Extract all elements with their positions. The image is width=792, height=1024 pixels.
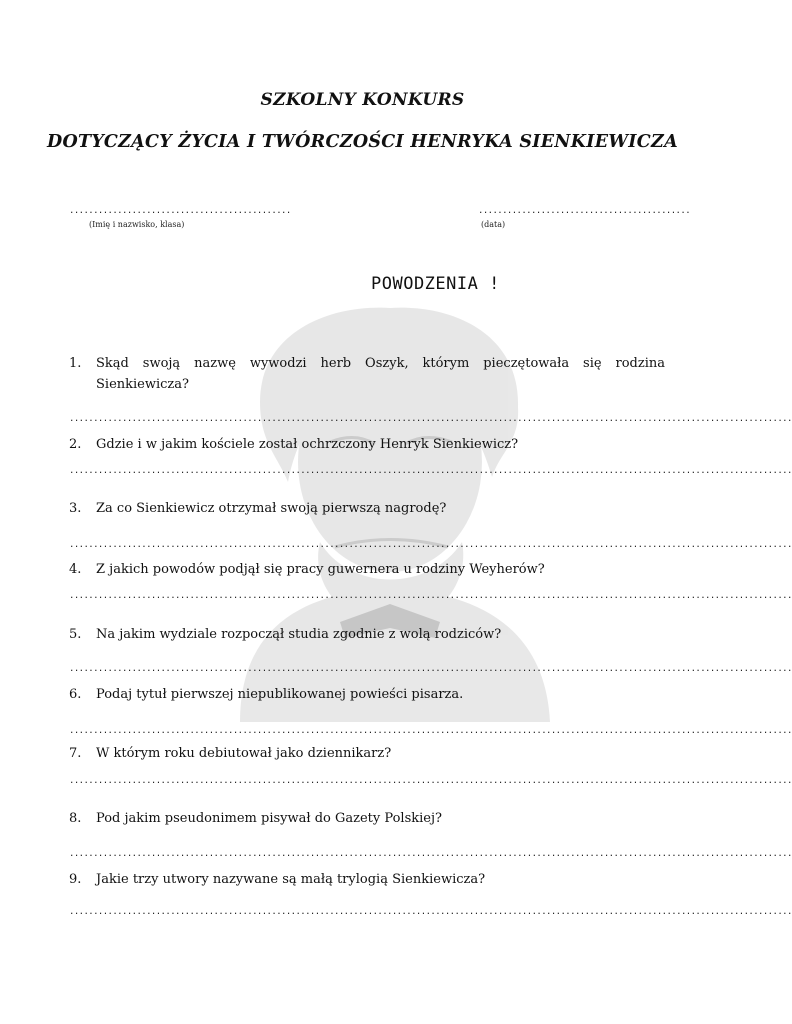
- question-item: [69, 559, 665, 580]
- question-item: [69, 808, 665, 829]
- question-text: W którym roku debiutował jako dziennikarz?: [96, 746, 392, 761]
- answer-line[interactable]: ......................................................................................................................................................: [69, 591, 792, 601]
- question-number: 1.: [69, 356, 82, 371]
- question-text: Jakie trzy utwory nazywane są małą trylogią Sienkiewicza?: [96, 872, 486, 887]
- question-number: 3.: [69, 501, 82, 516]
- question-text: Skąd swoją nazwę wywodzi herb Oszyk, którym pieczętowała się rodzina Sienkiewicza?: [96, 356, 665, 392]
- question-text: Pod jakim pseudonimem pisywał do Gazety Polskiej?: [96, 811, 442, 826]
- question-item: [69, 743, 665, 764]
- name-field-line[interactable]: ..............................................: [69, 206, 291, 216]
- answer-line[interactable]: ......................................................................................................................................................: [69, 776, 792, 786]
- question-text: Podaj tytuł pierwszej niepublikowanej powieści pisarza.: [96, 687, 464, 702]
- answer-line[interactable]: ......................................................................................................................................................: [69, 664, 792, 674]
- question-item: [69, 869, 665, 890]
- answer-line[interactable]: ......................................................................................................................................................: [69, 414, 792, 424]
- good-luck-heading: POWODZENIA !: [371, 274, 500, 294]
- question-number: 6.: [69, 687, 82, 702]
- question-number: 4.: [69, 562, 82, 577]
- question-item: [69, 684, 665, 705]
- question-text: Za co Sienkiewicz otrzymał swoją pierwszą nagrodę?: [96, 501, 447, 516]
- question-number: 9.: [69, 872, 82, 887]
- answer-line[interactable]: ......................................................................................................................................................: [69, 726, 792, 736]
- answer-line[interactable]: ......................................................................................................................................................: [69, 466, 792, 476]
- contest-title: SZKOLNY KONKURS: [260, 90, 465, 110]
- question-text: Gdzie i w jakim kościele został ochrzczony Henryk Sienkiewicz?: [96, 437, 519, 452]
- question-number: 7.: [69, 746, 82, 761]
- answer-line[interactable]: ......................................................................................................................................................: [69, 849, 792, 859]
- question-text: Z jakich powodów podjął się pracy guwernera u rodziny Weyherów?: [96, 562, 545, 577]
- answer-line[interactable]: ......................................................................................................................................................: [69, 907, 792, 917]
- question-item: [69, 498, 665, 519]
- question-number: 8.: [69, 811, 82, 826]
- question-number: 5.: [69, 627, 82, 642]
- question-text: Na jakim wydziale rozpoczął studia zgodnie z wolą rodziców?: [96, 627, 502, 642]
- contest-subtitle: DOTYCZĄCY ŻYCIA I TWÓRCZOŚCI HENRYKA SIENKIEWICZA: [47, 132, 678, 152]
- answer-line[interactable]: ......................................................................................................................................................: [69, 540, 792, 550]
- question-number: 2.: [69, 437, 82, 452]
- question-item: [69, 624, 665, 645]
- date-field-caption: (data): [481, 220, 506, 229]
- name-field-caption: (Imię i nazwisko, klasa): [89, 220, 185, 229]
- date-field-line[interactable]: ............................................: [478, 206, 691, 216]
- question-item: [69, 434, 665, 455]
- question-item: [69, 353, 665, 395]
